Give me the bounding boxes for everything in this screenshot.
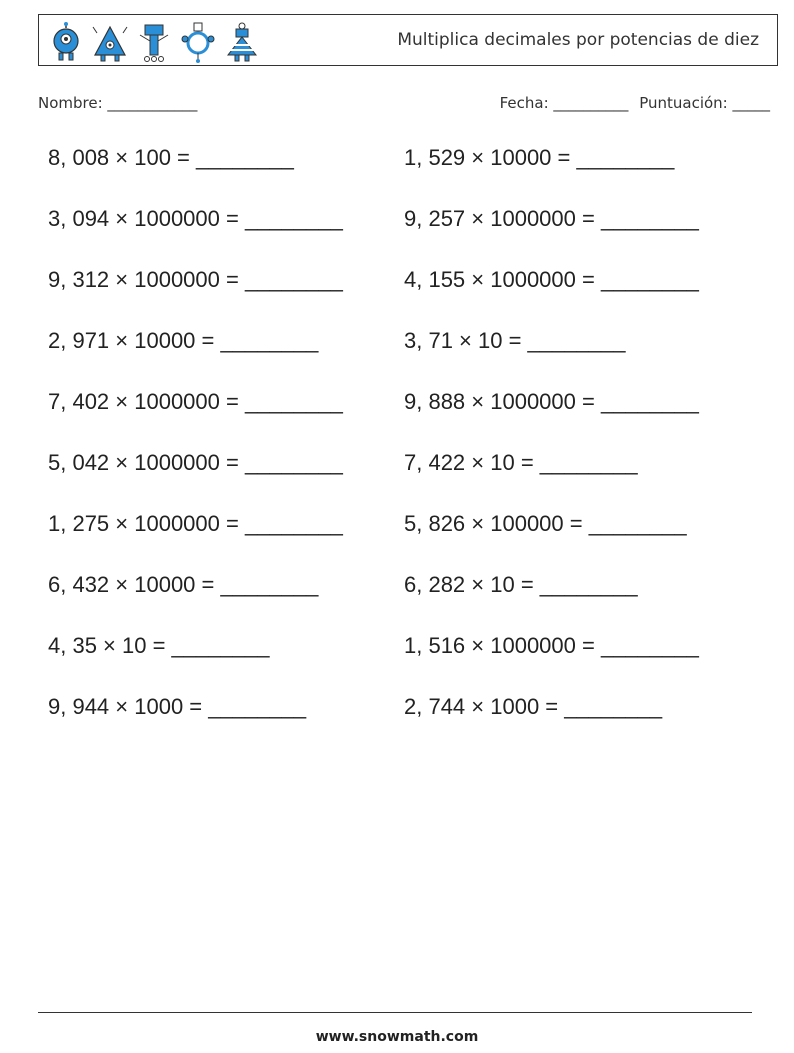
problem-item: 7, 402 × 1000000 = ________ (48, 389, 343, 414)
problem-row (48, 328, 768, 389)
problem-item: 9, 888 × 1000000 = ________ (404, 389, 699, 414)
problem-item: 6, 432 × 10000 = ________ (48, 572, 319, 597)
problem-item: 2, 971 × 10000 = ________ (48, 328, 319, 353)
score-field[interactable]: Puntuación: _____ (639, 94, 770, 112)
problem-grid (48, 145, 768, 755)
problem-row (48, 694, 768, 755)
problem-item: 3, 71 × 10 = ________ (404, 328, 626, 353)
robot-icons (47, 21, 261, 63)
problem-item: 8, 008 × 100 = ________ (48, 145, 294, 170)
problem-item: 5, 042 × 1000000 = ________ (48, 450, 343, 475)
problem-row (48, 633, 768, 694)
footer-divider (38, 1012, 752, 1013)
robot-cone-icon (223, 21, 261, 63)
problem-item: 7, 422 × 10 = ________ (404, 450, 638, 475)
problem-item: 5, 826 × 100000 = ________ (404, 511, 687, 536)
problem-row (48, 389, 768, 450)
date-field[interactable]: Fecha: __________ (499, 94, 629, 112)
problem-row (48, 145, 768, 206)
problem-item: 9, 257 × 1000000 = ________ (404, 206, 699, 231)
date-score-fields (494, 94, 770, 112)
problem-item: 9, 944 × 1000 = ________ (48, 694, 307, 719)
problem-item: 4, 35 × 10 = ________ (48, 633, 270, 658)
problem-item: 3, 094 × 1000000 = ________ (48, 206, 343, 231)
problem-row (48, 511, 768, 572)
footer-site-link[interactable]: www.snowmath.com (315, 1029, 479, 1045)
worksheet-title: Multiplica decimales por potencias de diez (397, 30, 759, 50)
problem-row (48, 572, 768, 633)
worksheet-header (38, 14, 778, 66)
problem-item: 1, 275 × 1000000 = ________ (48, 511, 343, 536)
robot-triangle-icon (91, 21, 129, 63)
problem-item: 1, 516 × 1000000 = ________ (404, 633, 699, 658)
problem-item: 9, 312 × 1000000 = ________ (48, 267, 343, 292)
problem-row (48, 267, 768, 328)
name-field[interactable]: Nombre: ____________ (38, 94, 198, 112)
problem-row (48, 206, 768, 267)
problem-item: 6, 282 × 10 = ________ (404, 572, 638, 597)
robot-round-icon (47, 21, 85, 63)
problem-item: 4, 155 × 1000000 = ________ (404, 267, 699, 292)
problem-item: 1, 529 × 10000 = ________ (404, 145, 675, 170)
robot-ring-icon (179, 21, 217, 63)
robot-tall-icon (135, 21, 173, 63)
problem-item: 2, 744 × 1000 = ________ (404, 694, 663, 719)
problem-row (48, 450, 768, 511)
